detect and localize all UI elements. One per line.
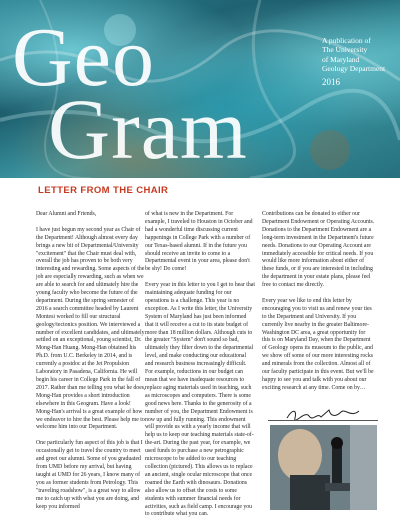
- microscope-photo-icon: [270, 425, 377, 510]
- text-column-3: [262, 211, 375, 401]
- signature-line: [268, 420, 378, 421]
- paragraph: One particularly fun aspect of this job is that I occasionally get to travel the country to meet and greet our alumni. Some of you graduated from UMD before my arrival, but having taught at UMD for 26 years, I know many of you as former students from Petrology. This "traveling roadshow", is a great way to allow me to catch up with what you are doing, and keep you informed: [36, 440, 143, 510]
- publication-line: A publication of: [322, 36, 371, 45]
- greeting: Dear Alumni and Friends,: [36, 211, 97, 217]
- publication-info: [322, 36, 398, 88]
- paragraph: of what is new in the Department. For example, I traveled to Houston in October and had a wonderful time discussing current happenings in College Park with a number of our Texas-based alumni. If in the future you should receive an invite to come to a Departmental event in your area, please don't be shy! Do come!: [145, 211, 253, 273]
- masthead-banner: [0, 0, 400, 178]
- publication-line: of Maryland: [322, 54, 360, 64]
- microscope-photo: [270, 425, 377, 510]
- publication-year: 2016: [322, 76, 340, 87]
- paragraph: Contributions can be donated to either our Department Endowment or Operating Accounts. Donations to the Department Endowment are a long-term investment in the Department's future needs. Donations to our Operating Account are immediately accessible for critical needs. If you would like more information about either of these funds, or if you are interested in including the department in your estate plans, please feel free to contact me directly.: [262, 211, 375, 289]
- paragraph: Every year in this letter to you I get to hear that maintaining adequate funding for our operations is a challenge. This year is no exception. As I write this letter, the University System of Maryland has just been informed that it will receive a cut to its state budget of more than 18 million dollars. Although cuts to the greater "System" don't sound so bad, ultimately they filter down to the departmental level, and make conducting our educational and research business increasingly difficult. For example, reductions in our budget can mean that we have inadequate resources to replace aging materials used in teaching, such as microscopes and computers. There is some good news here. Thanks to the generosity of a number of you, the Department Endowment is now up and fully running. This endowment will provide us with a yearly income that will help us to keep our teaching materials state-of-the-art. During the past year, for example, we used funds to purchase a new petrographic microscope to be added to our teaching collection (pictured). This allows us to replace an ancient, single ocular microscope that once roamed the Earth with dinosaurs. Donations also allow us to offset the costs to some students with summer financial needs for activities, such as field camp. I encourage you to contribute what you can.: [145, 282, 255, 518]
- section-title: LETTER FROM THE CHAIR: [38, 185, 169, 196]
- publication-line: The University: [322, 45, 368, 55]
- text-column-1: [36, 211, 146, 519]
- text-column-2: [145, 211, 255, 527]
- paragraph: Every year we like to end this letter by encouraging you to visit us and renew your ties to the Department and University. If you currently live nearby in the greater Baltimore-Washington DC area, a great opportunity for this is on Maryland Day, when the Department of Geology opens its museum to the public, and we show off some of our more interesting rocks and minerals from the collection. Almost all of our faculty participate in this event. But we'll be happy to see you and talk with you about our exciting research at any time. Come on by…: [262, 297, 374, 391]
- publication-line: Geology Department: [322, 64, 386, 74]
- masthead-line-1: Geo: [12, 11, 155, 104]
- paragraph: I have just begun my second year as Chair of the Department! Although almost every day brings a new bit of Departmental/University "excitement" that the Chair must deal with, overall the job has proven to be both very interesting and rewarding. Some aspects of the job are especially rewarding, such as when we are able to search for and ultimately hire the young faculty who become the future of the department. During the spring semester of 2016 a search committee headed by Laurent Montesi worked to fill our structural geology/tectonics position. We interviewed a number of excellent candidates, and ultimately settled on an exceptional, young scientist, Dr. Mong-Han Huang. Mong-Han obtained his Ph.D. from U.C. Berkeley in 2014, and is currently a postdoc at the Jet Propulsion Laboratory in Pasadena, California. He will begin his career in College Park in the fall of 2017. Rather than me telling you what he does, Mong-Han provides a short introduction elsewhere in this Geogram. Have a look! Mong-Han's arrival is a great example of how we endeavor to hire the best. Please help me to welcome him into our Department.: [36, 226, 146, 431]
- masthead-line-2: Gram: [48, 81, 248, 177]
